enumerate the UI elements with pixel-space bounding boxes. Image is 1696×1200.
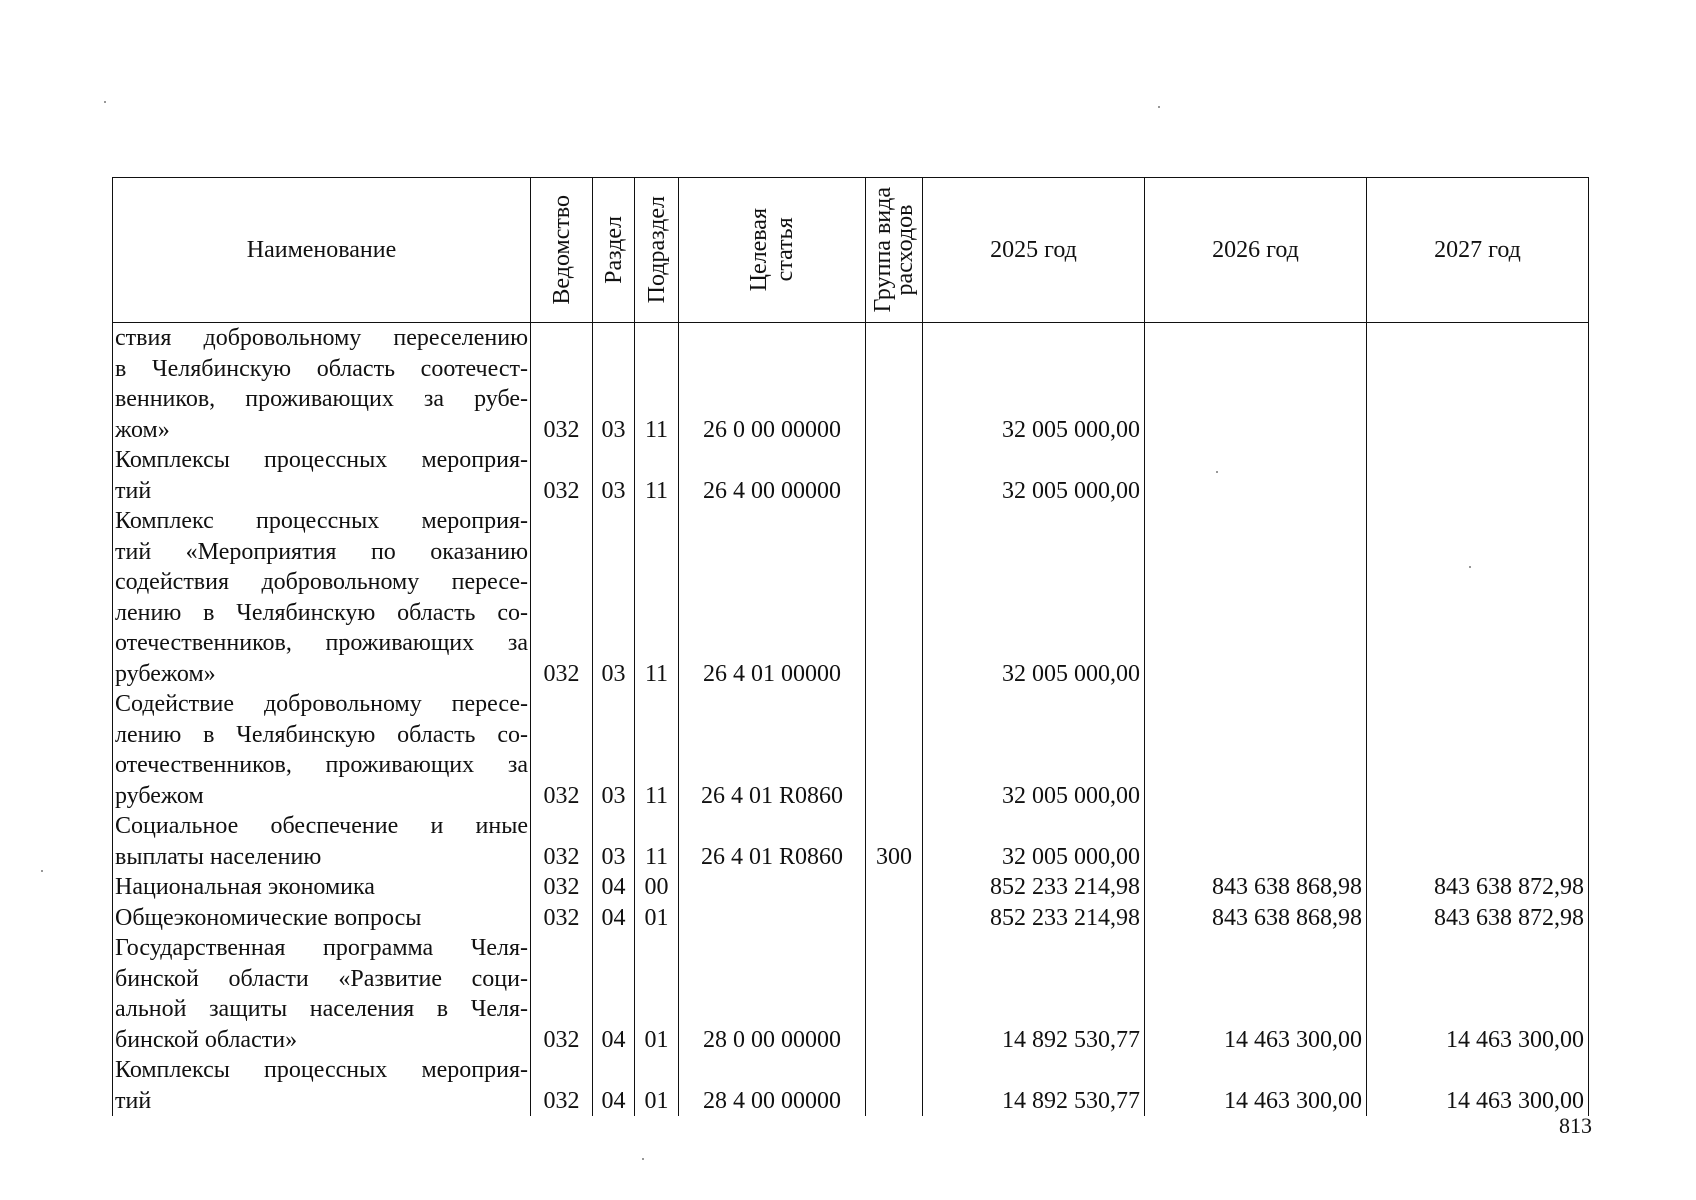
cell-spacer	[922, 689, 1144, 781]
cell-spacer	[865, 506, 922, 659]
cell-target: 28 4 00 00000	[678, 1086, 865, 1117]
cell-spacer	[922, 445, 1144, 476]
row-name-line: тий	[112, 1086, 530, 1117]
header-dept-label: Ведомство	[548, 195, 575, 305]
cell-2025: 32 005 000,00	[922, 842, 1144, 873]
cell-spacer	[530, 323, 592, 415]
cell-section: 03	[592, 659, 634, 690]
cell-spacer	[592, 1055, 634, 1086]
cell-spacer	[678, 1055, 865, 1086]
cell-spacer	[1366, 689, 1588, 781]
cell-dept: 032	[530, 781, 592, 812]
cell-2026: 843 638 868,98	[1144, 903, 1366, 934]
cell-spacer	[1366, 506, 1588, 659]
cell-target: 28 0 00 00000	[678, 1025, 865, 1056]
cell-dept: 032	[530, 842, 592, 873]
cell-2027	[1366, 476, 1588, 507]
cell-target	[678, 872, 865, 903]
cell-section: 03	[592, 842, 634, 873]
row-name-line: бинской области»	[112, 1025, 530, 1056]
cell-spacer	[592, 323, 634, 415]
cell-2027: 14 463 300,00	[1366, 1025, 1588, 1056]
page-number: 813	[1559, 1113, 1592, 1138]
header-subsection	[634, 177, 678, 323]
row-name-line: выплаты населению	[112, 842, 530, 873]
cell-2026: 843 638 868,98	[1144, 872, 1366, 903]
header-target	[678, 177, 865, 323]
cell-2027	[1366, 659, 1588, 690]
cell-spacer	[1144, 933, 1366, 1025]
row-name-line: тий «Мероприятия по оказанию	[112, 537, 530, 568]
cell-spacer	[1144, 506, 1366, 659]
cell-group	[865, 903, 922, 934]
cell-spacer	[634, 933, 678, 1025]
cell-2025: 32 005 000,00	[922, 659, 1144, 690]
row-name-line: рубежом	[112, 781, 530, 812]
cell-subsection: 11	[634, 781, 678, 812]
row-name-line: рубежом»	[112, 659, 530, 690]
cell-2025: 32 005 000,00	[922, 476, 1144, 507]
cell-spacer	[1366, 323, 1588, 415]
cell-group: 300	[865, 842, 922, 873]
cell-spacer	[922, 323, 1144, 415]
row-name-line: ствия добровольному переселению	[112, 323, 530, 354]
cell-group	[865, 872, 922, 903]
cell-spacer	[530, 689, 592, 781]
cell-section: 03	[592, 415, 634, 446]
cell-2026: 14 463 300,00	[1144, 1086, 1366, 1117]
scan-speck	[1469, 566, 1471, 568]
cell-group	[865, 659, 922, 690]
cell-spacer	[1144, 323, 1366, 415]
cell-dept: 032	[530, 872, 592, 903]
cell-spacer	[592, 811, 634, 842]
scan-speck	[1158, 106, 1160, 108]
scan-speck	[1216, 471, 1218, 473]
cell-subsection: 00	[634, 872, 678, 903]
cell-spacer	[865, 445, 922, 476]
cell-target	[678, 903, 865, 934]
cell-subsection: 11	[634, 415, 678, 446]
cell-spacer	[530, 506, 592, 659]
header-target-line1: Целевая	[746, 208, 772, 292]
cell-2026	[1144, 476, 1366, 507]
header-group-line1: Группа вида	[870, 187, 896, 313]
row-name-line: альной защиты населения в Челя-	[112, 994, 530, 1025]
cell-subsection: 11	[634, 476, 678, 507]
cell-group	[865, 1025, 922, 1056]
cell-subsection: 01	[634, 1025, 678, 1056]
cell-spacer	[530, 1055, 592, 1086]
cell-dept: 032	[530, 659, 592, 690]
row-name-line: Комплексы процессных мероприя-	[112, 1055, 530, 1086]
cell-spacer	[922, 811, 1144, 842]
cell-spacer	[634, 1055, 678, 1086]
cell-section: 04	[592, 872, 634, 903]
row-name-line: Социальное обеспечение и иные	[112, 811, 530, 842]
budget-table	[112, 177, 1589, 1116]
cell-spacer	[678, 506, 865, 659]
cell-subsection: 11	[634, 842, 678, 873]
cell-spacer	[1144, 689, 1366, 781]
row-name-line: Комплекс процессных мероприя-	[112, 506, 530, 537]
row-name-line: жом»	[112, 415, 530, 446]
cell-2025: 14 892 530,77	[922, 1025, 1144, 1056]
cell-spacer	[1366, 1055, 1588, 1086]
cell-2027	[1366, 781, 1588, 812]
cell-spacer	[865, 689, 922, 781]
cell-section: 04	[592, 1025, 634, 1056]
cell-spacer	[1366, 933, 1588, 1025]
row-name-line: лению в Челябинскую область со-	[112, 720, 530, 751]
cell-section: 03	[592, 476, 634, 507]
cell-spacer	[634, 506, 678, 659]
cell-2025: 852 233 214,98	[922, 903, 1144, 934]
cell-dept: 032	[530, 476, 592, 507]
cell-2026: 14 463 300,00	[1144, 1025, 1366, 1056]
cell-spacer	[1366, 811, 1588, 842]
cell-spacer	[865, 323, 922, 415]
cell-group	[865, 415, 922, 446]
header-group	[865, 177, 922, 323]
header-subsection-label: Подраздел	[643, 196, 670, 304]
cell-spacer	[592, 689, 634, 781]
cell-spacer	[592, 445, 634, 476]
cell-dept: 032	[530, 1086, 592, 1117]
cell-subsection: 11	[634, 659, 678, 690]
row-name-line: отечественников, проживающих за	[112, 628, 530, 659]
cell-2026	[1144, 415, 1366, 446]
row-name-line: бинской области «Развитие соци-	[112, 964, 530, 995]
cell-spacer	[634, 323, 678, 415]
cell-spacer	[634, 689, 678, 781]
cell-spacer	[592, 506, 634, 659]
cell-spacer	[530, 933, 592, 1025]
cell-spacer	[530, 445, 592, 476]
cell-2025: 852 233 214,98	[922, 872, 1144, 903]
cell-dept: 032	[530, 1025, 592, 1056]
header-section	[592, 177, 634, 323]
cell-spacer	[865, 933, 922, 1025]
cell-section: 04	[592, 1086, 634, 1117]
row-name-line: тий	[112, 476, 530, 507]
cell-target: 26 4 01 R0860	[678, 842, 865, 873]
cell-spacer	[634, 445, 678, 476]
cell-spacer	[678, 689, 865, 781]
row-name-line: лению в Челябинскую область со-	[112, 598, 530, 629]
cell-2025: 32 005 000,00	[922, 415, 1144, 446]
cell-dept: 032	[530, 903, 592, 934]
cell-spacer	[678, 811, 865, 842]
cell-group	[865, 781, 922, 812]
cell-target: 26 4 01 00000	[678, 659, 865, 690]
cell-2027: 14 463 300,00	[1366, 1086, 1588, 1117]
cell-spacer	[530, 811, 592, 842]
row-name-line: Комплексы процессных мероприя-	[112, 445, 530, 476]
header-section-label: Раздел	[600, 216, 627, 284]
header-dept	[530, 177, 592, 323]
cell-target: 26 4 01 R0860	[678, 781, 865, 812]
cell-2027	[1366, 842, 1588, 873]
cell-subsection: 01	[634, 1086, 678, 1117]
cell-2027	[1366, 415, 1588, 446]
row-name-line: Национальная экономика	[112, 872, 530, 903]
cell-2025: 14 892 530,77	[922, 1086, 1144, 1117]
row-name-line: отечественников, проживающих за	[112, 750, 530, 781]
cell-2027: 843 638 872,98	[1366, 872, 1588, 903]
cell-target: 26 0 00 00000	[678, 415, 865, 446]
cell-group	[865, 476, 922, 507]
cell-spacer	[1144, 1055, 1366, 1086]
cell-2026	[1144, 659, 1366, 690]
cell-spacer	[865, 811, 922, 842]
cell-spacer	[592, 933, 634, 1025]
header-group-line2: расходов	[892, 204, 918, 296]
cell-spacer	[922, 506, 1144, 659]
row-name-line: Общеэкономические вопросы	[112, 903, 530, 934]
row-name-line: в Челябинскую область соотечест-	[112, 354, 530, 385]
cell-subsection: 01	[634, 903, 678, 934]
cell-spacer	[678, 933, 865, 1025]
cell-target: 26 4 00 00000	[678, 476, 865, 507]
cell-spacer	[922, 933, 1144, 1025]
scan-speck	[642, 1158, 644, 1160]
cell-section: 04	[592, 903, 634, 934]
cell-spacer	[1144, 445, 1366, 476]
cell-spacer	[678, 323, 865, 415]
row-name-line: Содействие добровольному пересе-	[112, 689, 530, 720]
row-name-line: содействия добровольному пересе-	[112, 567, 530, 598]
header-2027: 2027 год	[1366, 177, 1588, 323]
cell-spacer	[1144, 811, 1366, 842]
cell-group	[865, 1086, 922, 1117]
scan-speck	[41, 870, 43, 872]
cell-spacer	[922, 1055, 1144, 1086]
cell-2027: 843 638 872,98	[1366, 903, 1588, 934]
header-2025: 2025 год	[922, 177, 1144, 323]
header-target-line2: статья	[772, 218, 798, 282]
cell-section: 03	[592, 781, 634, 812]
header-name: Наименование	[112, 177, 530, 323]
cell-dept: 032	[530, 415, 592, 446]
cell-spacer	[1366, 445, 1588, 476]
cell-spacer	[678, 445, 865, 476]
row-name-line: венников, проживающих за рубе-	[112, 384, 530, 415]
header-2026: 2026 год	[1144, 177, 1366, 323]
cell-2026	[1144, 781, 1366, 812]
row-name-line: Государственная программа Челя-	[112, 933, 530, 964]
cell-spacer	[865, 1055, 922, 1086]
cell-2025: 32 005 000,00	[922, 781, 1144, 812]
scan-speck	[104, 101, 106, 103]
cell-2026	[1144, 842, 1366, 873]
cell-spacer	[634, 811, 678, 842]
